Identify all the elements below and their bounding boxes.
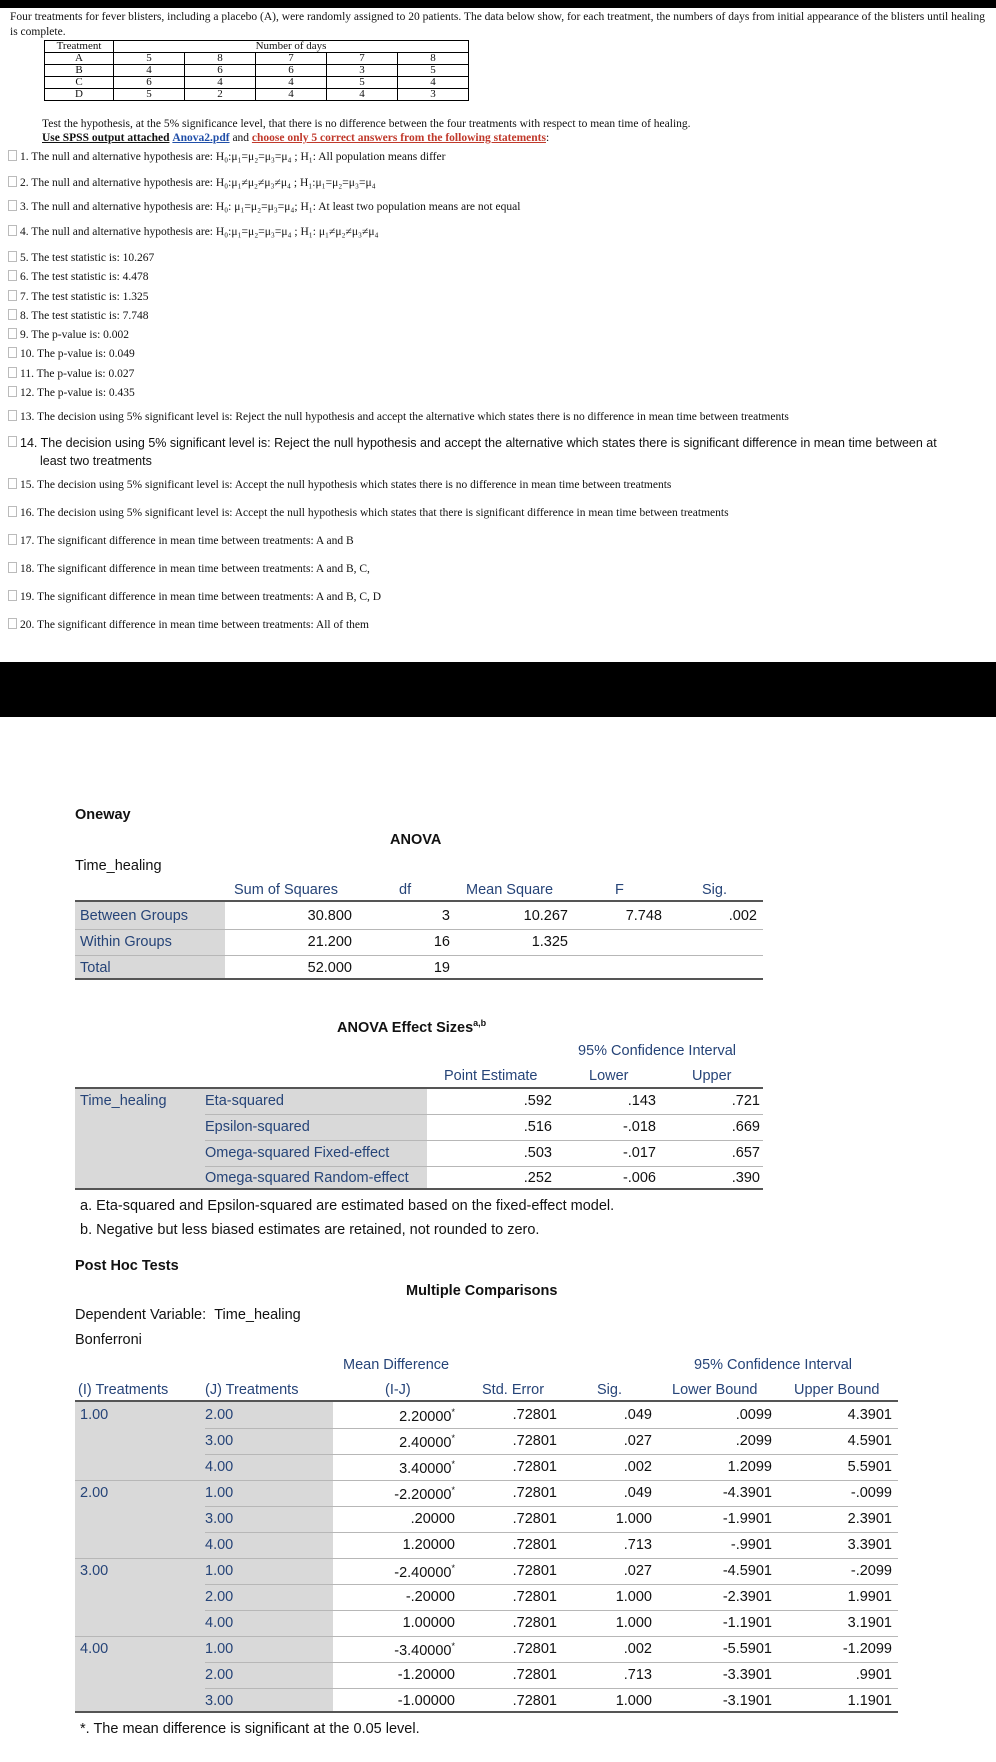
mc-row-rule — [75, 1480, 898, 1481]
checkbox-icon[interactable] — [8, 590, 17, 601]
mc-row-rule — [205, 1506, 898, 1507]
effect-upper: .390 — [731, 1170, 760, 1186]
treatment-col-header: Treatment — [45, 41, 114, 53]
effect-pe: .503 — [523, 1145, 552, 1161]
use-colon: : — [545, 132, 550, 144]
option-20[interactable]: 20. The significant difference in mean time between treatments: All of them — [8, 618, 369, 631]
checkbox-icon[interactable] — [8, 478, 17, 489]
mc-sig: 1.000 — [615, 1589, 652, 1605]
mc-upper-bound: -.2099 — [850, 1563, 892, 1579]
mc-std-error: .72801 — [512, 1459, 557, 1475]
effect-row-label: Epsilon-squared — [205, 1119, 310, 1135]
effect-pe: .252 — [523, 1170, 552, 1186]
anova-header-f: F — [615, 882, 624, 898]
days-value: 8 — [398, 53, 469, 65]
significance-mark: * — [451, 1407, 455, 1417]
mc-header-md2: (I-J) — [385, 1382, 411, 1398]
use-and: and — [229, 132, 252, 144]
mc-mean-diff: -3.40000* — [394, 1641, 455, 1659]
mc-i: 1.00 — [80, 1407, 109, 1423]
posthoc-heading: Post Hoc Tests — [75, 1258, 179, 1274]
mc-sig: .049 — [623, 1485, 652, 1501]
option-10[interactable]: 10. The p-value is: 0.049 — [8, 347, 135, 360]
mc-upper-bound: 4.5901 — [847, 1433, 892, 1449]
treatment-table — [44, 40, 469, 101]
mc-row-rule — [75, 1636, 898, 1637]
intro-text: Four treatments for fever blisters, including a placebo (A), were randomly assigned to 20 patients. The data below show, for each treatment, the numbers of days from initial appearance of the blisters until healing is complete. — [10, 11, 985, 38]
option-17[interactable]: 17. The significant difference in mean time between treatments: A and B — [8, 534, 354, 547]
anova-ss: 30.800 — [307, 908, 352, 924]
days-value: 4 — [256, 77, 327, 89]
anova-title: ANOVA — [390, 832, 442, 848]
mc-lower-bound: -1.1901 — [722, 1615, 772, 1631]
checkbox-icon[interactable] — [8, 225, 17, 236]
significance-mark: * — [451, 1641, 455, 1651]
option-1[interactable]: 1. The null and alternative hypothesis are: H₀:μ₁=μ₂=μ₃=μ₄ ; H₁: All population means differ — [8, 150, 445, 163]
option-15[interactable]: 15. The decision using 5% significant level is: Accept the null hypothesis which states there is no difference in mean time between treatments — [8, 478, 671, 491]
checkbox-icon[interactable] — [8, 506, 17, 517]
mc-sig: .002 — [623, 1459, 652, 1475]
choose-instruction: choose only 5 correct answers from the following statements — [251, 132, 546, 144]
checkbox-icon[interactable] — [8, 251, 17, 262]
mc-upper-bound: 5.5901 — [847, 1459, 892, 1475]
mc-j: 1.00 — [205, 1563, 234, 1579]
mc-lower-bound: -4.5901 — [722, 1563, 772, 1579]
option-8[interactable]: 8. The test statistic is: 7.748 — [8, 309, 149, 322]
mc-mean-diff: 1.20000 — [402, 1537, 455, 1553]
option-19[interactable]: 19. The significant difference in mean time between treatments: A and B, C, D — [8, 590, 381, 603]
mc-j: 3.00 — [205, 1511, 234, 1527]
mc-std-error: .72801 — [512, 1589, 557, 1605]
anova-header-sig: Sig. — [702, 882, 727, 898]
days-value: 4 — [327, 89, 398, 101]
mc-header-se: Std. Error — [482, 1382, 545, 1398]
mc-upper-bound: -.0099 — [850, 1485, 892, 1501]
mc-i: 3.00 — [80, 1563, 109, 1579]
option-6[interactable]: 6. The test statistic is: 4.478 — [8, 270, 149, 283]
anova2-pdf-link[interactable]: Anova2.pdf — [172, 132, 230, 144]
significance-mark: * — [451, 1459, 455, 1469]
hypothesis-statement: Test the hypothesis, at the 5% significance level, that there is no difference between the four treatments with respect to mean time of healing. — [42, 118, 691, 130]
mc-row-rule — [205, 1610, 898, 1611]
mc-header-ub: Upper Bound — [794, 1382, 880, 1398]
option-16[interactable]: 16. The decision using 5% significant level is: Accept the null hypothesis which states that there is significant difference in mean time between treatments — [8, 506, 729, 519]
effect-upper: .669 — [731, 1119, 760, 1135]
anova-ss: 52.000 — [307, 960, 352, 976]
days-value: 4 — [114, 65, 185, 77]
days-value: 7 — [327, 53, 398, 65]
mc-lower-bound: -2.3901 — [722, 1589, 772, 1605]
anova-f: 7.748 — [625, 908, 662, 924]
top-black-bar — [0, 0, 996, 8]
effect-var-label: Time_healing — [80, 1093, 167, 1109]
treatment-row — [45, 89, 469, 101]
mc-mean-diff: 2.20000* — [399, 1407, 455, 1425]
checkbox-icon[interactable] — [8, 176, 17, 187]
mc-dv: Dependent Variable: Time_healing — [75, 1307, 301, 1323]
mc-lower-bound: -5.5901 — [722, 1641, 772, 1657]
anova-row-label: Within Groups — [80, 934, 172, 950]
use-spss-label: Use SPSS output attached — [42, 132, 170, 144]
effect-row-label: Eta-squared — [205, 1093, 284, 1109]
effect-header-lower: Lower — [589, 1068, 629, 1084]
option-9[interactable]: 9. The p-value is: 0.002 — [8, 328, 129, 341]
mc-row-rule — [205, 1532, 898, 1533]
mc-std-error: .72801 — [512, 1693, 557, 1709]
anova-df: 19 — [433, 960, 450, 976]
mc-header-ci: 95% Confidence Interval — [694, 1357, 852, 1373]
days-value: 6 — [114, 77, 185, 89]
days-value: 4 — [398, 77, 469, 89]
anova-header-df: df — [399, 882, 412, 898]
mc-header-md1: Mean Difference — [343, 1357, 450, 1373]
mc-mean-diff: -2.20000* — [394, 1485, 455, 1503]
treatment-row — [45, 77, 469, 89]
option-11[interactable]: 11. The p-value is: 0.027 — [8, 367, 134, 380]
option-14[interactable]: 14. The decision using 5% significant level is: Reject the null hypothesis and accept the alternative which states there is significant difference in mean time between at least two treatments — [8, 434, 993, 470]
effect-upper: .721 — [731, 1093, 760, 1109]
option-13[interactable]: 13. The decision using 5% significant level is: Reject the null hypothesis and accept the alternative which states there is no difference in mean time between treatments — [8, 410, 789, 423]
mc-j: 1.00 — [205, 1641, 234, 1657]
option-18[interactable]: 18. The significant difference in mean time between treatments: A and B, C, — [8, 562, 370, 575]
days-value: 5 — [398, 65, 469, 77]
checkbox-icon[interactable] — [8, 270, 17, 281]
mc-i: 4.00 — [80, 1641, 109, 1657]
anova-row-label: Between Groups — [80, 908, 189, 924]
mc-j: 2.00 — [205, 1407, 234, 1423]
option-5[interactable]: 5. The test statistic is: 10.267 — [8, 251, 154, 264]
effect-note-b: b. Negative but less biased estimates are retained, not rounded to zero. — [80, 1222, 540, 1238]
mc-std-error: .72801 — [512, 1563, 557, 1579]
checkbox-icon[interactable] — [8, 618, 17, 629]
days-value: 6 — [256, 65, 327, 77]
mc-header-sig: Sig. — [597, 1382, 622, 1398]
mc-method: Bonferroni — [75, 1332, 142, 1348]
days-value: 6 — [185, 65, 256, 77]
mc-rowhead-bg — [75, 1402, 333, 1712]
checkbox-icon[interactable] — [8, 534, 17, 545]
effect-row-label: Omega-squared Random-effect — [205, 1170, 409, 1186]
anova-sig: .002 — [728, 908, 757, 924]
mc-lower-bound: -4.3901 — [722, 1485, 772, 1501]
days-value: 3 — [398, 89, 469, 101]
anova-row-rule — [75, 929, 763, 930]
days-value: 5 — [327, 77, 398, 89]
mc-upper-bound: -1.2099 — [842, 1641, 892, 1657]
treatment-name: D — [45, 89, 114, 101]
checkbox-icon[interactable] — [8, 367, 17, 378]
mc-bottom-rule — [75, 1711, 898, 1713]
checkbox-icon[interactable] — [8, 328, 17, 339]
checkbox-icon[interactable] — [8, 386, 17, 397]
mc-upper-bound: 2.3901 — [847, 1511, 892, 1527]
mc-header-lb: Lower Bound — [672, 1382, 758, 1398]
mc-upper-bound: 3.1901 — [847, 1615, 892, 1631]
mc-sig: .713 — [623, 1537, 652, 1553]
mc-row-rule — [205, 1428, 898, 1429]
treatment-name: A — [45, 53, 114, 65]
mc-header-j: (J) Treatments — [205, 1382, 299, 1398]
mc-upper-bound: 3.3901 — [847, 1537, 892, 1553]
anova-row-rule — [75, 955, 763, 956]
mc-j: 4.00 — [205, 1459, 234, 1475]
checkbox-icon[interactable] — [8, 290, 17, 301]
effect-row-label: Omega-squared Fixed-effect — [205, 1145, 390, 1161]
mc-sig: .027 — [623, 1433, 652, 1449]
anova-df: 3 — [441, 908, 450, 924]
mc-std-error: .72801 — [512, 1641, 557, 1657]
option-3[interactable]: 3. The null and alternative hypothesis are: H₀: μ₁=μ₂=μ₃=μ₄; H₁: At least two population means are not equal — [8, 200, 520, 213]
mc-lower-bound: .0099 — [735, 1407, 772, 1423]
significance-mark: * — [451, 1433, 455, 1443]
effect-pe: .516 — [523, 1119, 552, 1135]
option-12[interactable]: 12. The p-value is: 0.435 — [8, 386, 135, 399]
mc-upper-bound: 4.3901 — [847, 1407, 892, 1423]
days-value: 4 — [256, 89, 327, 101]
treatment-row — [45, 53, 469, 65]
mc-mean-diff: -2.40000* — [394, 1563, 455, 1581]
mc-upper-bound: 1.1901 — [847, 1693, 892, 1709]
mc-j: 1.00 — [205, 1485, 234, 1501]
effect-note-a: a. Eta-squared and Epsilon-squared are estimated based on the fixed-effect model. — [80, 1198, 615, 1214]
mc-i: 2.00 — [80, 1485, 109, 1501]
effect-bottom-rule — [75, 1188, 763, 1190]
mc-std-error: .72801 — [512, 1615, 557, 1631]
treatment-name: C — [45, 77, 114, 89]
days-value: 4 — [185, 77, 256, 89]
mc-std-error: .72801 — [512, 1537, 557, 1553]
mc-std-error: .72801 — [512, 1433, 557, 1449]
mc-mean-diff: -.20000 — [405, 1589, 455, 1605]
option-4[interactable]: 4. The null and alternative hypothesis are: H₀:μ₁=μ₂=μ₃=μ₄ ; H₁: μ₁≠μ₂≠μ₃≠μ₄ — [8, 225, 379, 238]
mc-mean-diff: .20000 — [410, 1511, 455, 1527]
mc-lower-bound: 1.2099 — [727, 1459, 772, 1475]
oneway-heading: Oneway — [75, 807, 131, 823]
mc-j: 2.00 — [205, 1589, 234, 1605]
mc-header-i: (I) Treatments — [78, 1382, 169, 1398]
mc-sig: .002 — [623, 1641, 652, 1657]
checkbox-icon[interactable] — [8, 410, 17, 421]
mc-j: 3.00 — [205, 1693, 234, 1709]
anova-row-label: Total — [80, 960, 111, 976]
mc-row-rule — [205, 1688, 898, 1689]
instructions — [42, 132, 549, 144]
mc-lower-bound: -.9901 — [730, 1537, 772, 1553]
mc-upper-bound: .9901 — [855, 1667, 892, 1683]
mc-mean-diff: -1.00000 — [397, 1693, 455, 1709]
mc-std-error: .72801 — [512, 1667, 557, 1683]
checkbox-icon[interactable] — [8, 562, 17, 573]
treatment-row — [45, 65, 469, 77]
mc-j: 4.00 — [205, 1537, 234, 1553]
mc-row-rule — [205, 1584, 898, 1585]
option-7[interactable]: 7. The test statistic is: 1.325 — [8, 290, 149, 303]
mc-row-rule — [205, 1454, 898, 1455]
days-value: 3 — [327, 65, 398, 77]
significance-mark: * — [451, 1563, 455, 1573]
effect-row-rule — [205, 1166, 763, 1167]
effect-upper: .657 — [731, 1145, 760, 1161]
anova-header-ms: Mean Square — [466, 882, 554, 898]
days-value: 8 — [185, 53, 256, 65]
days-value: 5 — [114, 53, 185, 65]
checkbox-icon[interactable] — [8, 436, 17, 447]
mc-sig: .713 — [623, 1667, 652, 1683]
mc-title: Multiple Comparisons — [406, 1283, 558, 1299]
mc-std-error: .72801 — [512, 1407, 557, 1423]
days-value: 2 — [185, 89, 256, 101]
mc-lower-bound: .2099 — [735, 1433, 772, 1449]
mc-footnote: *. The mean difference is significant at the 0.05 level. — [80, 1721, 420, 1737]
mc-j: 3.00 — [205, 1433, 234, 1449]
anova-df: 16 — [433, 934, 450, 950]
mc-lower-bound: -3.1901 — [722, 1693, 772, 1709]
mc-mean-diff: -1.20000 — [397, 1667, 455, 1683]
mc-row-rule — [75, 1558, 898, 1559]
mc-upper-bound: 1.9901 — [847, 1589, 892, 1605]
effect-row-rule — [205, 1114, 763, 1115]
anova-ss: 21.200 — [307, 934, 352, 950]
mc-lower-bound: -1.9901 — [722, 1511, 772, 1527]
mc-lower-bound: -3.3901 — [722, 1667, 772, 1683]
days-col-header: Number of days — [114, 41, 469, 53]
mc-mean-diff: 2.40000* — [399, 1433, 455, 1451]
option-2[interactable]: 2. The null and alternative hypothesis are: H₀:μ₁≠μ₂≠μ₃≠μ₄ ; H₁:μ₁=μ₂=μ₃=μ₄ — [8, 176, 376, 189]
significance-mark: * — [451, 1485, 455, 1495]
treatment-name: B — [45, 65, 114, 77]
effect-header-pe: Point Estimate — [444, 1068, 538, 1084]
mc-sig: .027 — [623, 1563, 652, 1579]
mc-sig: 1.000 — [615, 1615, 652, 1631]
effect-lower: -.017 — [622, 1145, 656, 1161]
mc-row-rule — [205, 1662, 898, 1663]
effect-title: ANOVA Effect Sizes$^{a,b}$ — [337, 1018, 487, 1036]
mc-mean-diff: 3.40000* — [399, 1459, 455, 1477]
mc-sig: .049 — [623, 1407, 652, 1423]
checkbox-icon[interactable] — [8, 309, 17, 320]
effect-lower: .143 — [627, 1093, 656, 1109]
effect-ci-header: 95% Confidence Interval — [578, 1043, 736, 1059]
checkbox-icon[interactable] — [8, 347, 17, 358]
effect-row-rule — [205, 1140, 763, 1141]
mc-j: 2.00 — [205, 1667, 234, 1683]
mc-j: 4.00 — [205, 1615, 234, 1631]
effect-pe: .592 — [523, 1093, 552, 1109]
anova-bottom-rule — [75, 978, 763, 980]
effect-header-upper: Upper — [692, 1068, 732, 1084]
days-value: 5 — [114, 89, 185, 101]
checkbox-icon[interactable] — [8, 150, 17, 161]
anova-ms: 10.267 — [523, 908, 568, 924]
days-value: 7 — [256, 53, 327, 65]
effect-lower: -.018 — [622, 1119, 656, 1135]
anova-ms: 1.325 — [531, 934, 568, 950]
effect-lower: -.006 — [622, 1170, 656, 1186]
mc-std-error: .72801 — [512, 1511, 557, 1527]
mc-mean-diff: 1.00000 — [402, 1615, 455, 1631]
black-separator-band — [0, 662, 996, 717]
anova-header-ss: Sum of Squares — [234, 882, 338, 898]
mc-std-error: .72801 — [512, 1485, 557, 1501]
mc-sig: 1.000 — [615, 1693, 652, 1709]
anova-dv: Time_healing — [75, 858, 162, 874]
checkbox-icon[interactable] — [8, 200, 17, 211]
mc-sig: 1.000 — [615, 1511, 652, 1527]
